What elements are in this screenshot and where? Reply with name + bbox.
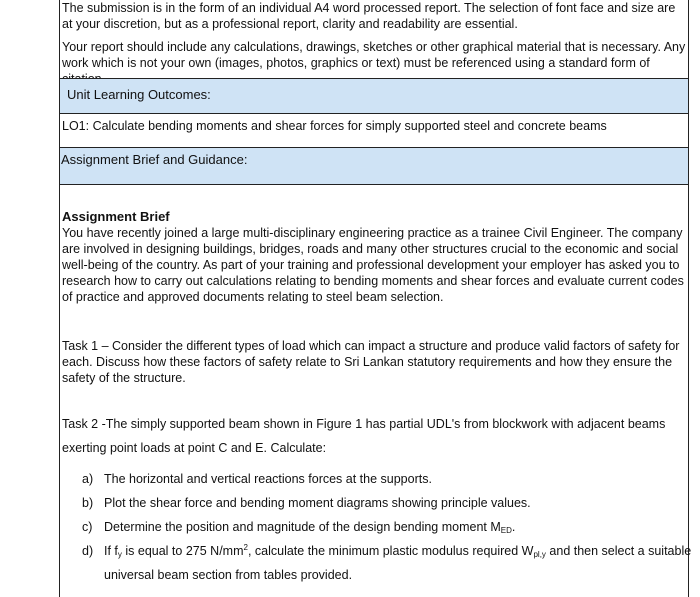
list-item	[82, 467, 691, 491]
list-marker: d)	[82, 544, 94, 558]
lo1-row	[60, 114, 688, 146]
list-item	[82, 539, 691, 563]
list-text-part: , calculate the minimum plastic modulus required W	[247, 544, 534, 558]
list-text: Plot the shear force and bending moment diagrams showing principle values.	[104, 496, 531, 510]
list-text	[104, 543, 691, 559]
superscript: 2	[243, 543, 248, 552]
task-2-line-2: exerting point loads at point C and E. Calculate:	[62, 441, 327, 455]
list-text-part: If f	[104, 544, 118, 558]
learning-outcome-1: LO1: Calculate bending moments and shear forces for simply supported steel and concrete beams	[62, 119, 607, 133]
list-marker: b)	[82, 496, 94, 510]
list-text	[104, 520, 515, 535]
list-text: universal beam section from tables provided.	[104, 568, 353, 582]
list-marker: c)	[82, 520, 93, 534]
outcomes-heading: Unit Learning Outcomes:	[67, 87, 211, 102]
subscript: y	[117, 550, 122, 559]
subscript: pl,y	[533, 550, 546, 559]
task-2-list	[82, 467, 691, 587]
list-item-continuation	[82, 563, 691, 587]
list-marker: a)	[82, 472, 94, 486]
subscript: ED	[500, 525, 512, 535]
assignment-brief	[60, 209, 688, 305]
outcomes-header	[60, 79, 688, 113]
intro-section	[60, 0, 688, 87]
intro-paragraph-1: The submission is in the form of an individual A4 word processed report. The selection of font face and size are at your discretion, but as a professional report, clarity and readability are essential.	[62, 1, 676, 31]
task-2-line-1: Task 2 -The simply supported beam shown in Figure 1 has partial UDL's from blockwork with adjacent beams	[62, 417, 666, 431]
divider	[59, 184, 689, 185]
list-text: The horizontal and vertical reactions forces at the supports.	[104, 472, 432, 486]
brief-guidance-heading: Assignment Brief and Guidance:	[61, 152, 248, 167]
task-1	[60, 338, 688, 386]
brief-title: Assignment Brief	[62, 209, 170, 224]
intro-paragraph-2: Your report should include any calculations, drawings, sketches or other graphical material that is necessary. Any work which is not your own (images, photos, graphics or text) must be referenced using a standard form of	[62, 40, 686, 70]
task-1-text: Task 1 – Consider the different types of load which can impact a structure and produce valid factors of safety for each. Discuss how these factors of safety relate to Sri Lankan statutory requirements and how they ensure the safety of the structure.	[62, 339, 680, 385]
brief-body: You have recently joined a large multi-disciplinary engineering practice as a trainee Civil Engineer. The company are involved in designing buildings, bridges, roads and many other structures crucial to the economic and social well-being of the country. As part of your training and professional development your employer has asked you to research how to carry out calculations relating to bending moments and shear forces and evaluate current codes of practice and approved documents relating to steel beam selection.	[62, 226, 684, 304]
list-text-part: .	[511, 519, 516, 534]
list-text-part: is equal to 275 N/mm	[121, 544, 244, 558]
list-item	[82, 515, 691, 539]
list-item	[82, 491, 691, 515]
list-text-part: and then select a suitable	[545, 544, 692, 558]
brief-guidance-header	[60, 148, 688, 184]
task-2	[60, 416, 688, 456]
list-text-part: Determine the position and magnitude of the design bending moment M	[104, 519, 501, 534]
